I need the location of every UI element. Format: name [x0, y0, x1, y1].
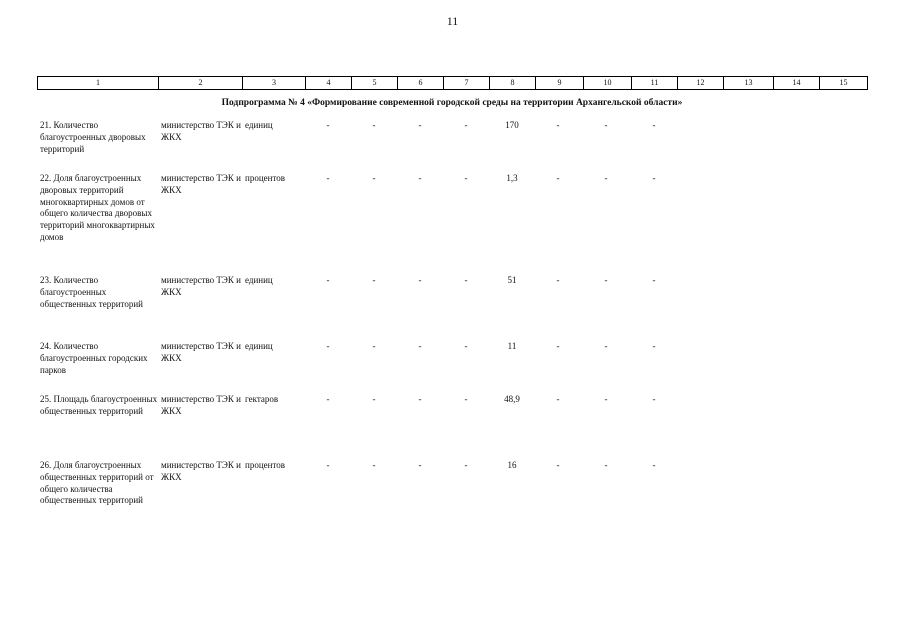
cell-col-5: - — [372, 120, 376, 130]
header-col-6: 6 — [398, 77, 444, 90]
header-col-9: 9 — [536, 77, 584, 90]
unit-of-measure: единиц — [245, 120, 273, 130]
header-col-11: 11 — [632, 77, 678, 90]
cell-col-11: - — [652, 394, 656, 404]
cell-col-8: 170 — [505, 120, 519, 130]
cell-col-4: - — [326, 120, 330, 130]
cell-col-6: - — [418, 275, 422, 285]
indicator-name: 24. Количество благоустроенных городских парков — [40, 341, 148, 375]
indicator-name: 21. Количество благоустроенных дворовых территорий — [40, 120, 146, 154]
header-col-7: 7 — [444, 77, 490, 90]
unit-of-measure: процентов — [245, 173, 286, 183]
cell-col-6: - — [418, 460, 422, 470]
cell-col-7: - — [464, 275, 468, 285]
cell-col-8: 1,3 — [506, 173, 518, 183]
cell-col-9: - — [556, 394, 560, 404]
cell-col-11: - — [652, 120, 656, 130]
responsible-ministry: министерство ТЭК и ЖКХ — [161, 173, 241, 195]
cell-col-5: - — [372, 173, 376, 183]
cell-col-4: - — [326, 173, 330, 183]
cell-col-9: - — [556, 173, 560, 183]
responsible-ministry: министерство ТЭК и ЖКХ — [161, 394, 241, 416]
unit-of-measure: гектаров — [245, 394, 279, 404]
responsible-ministry: министерство ТЭК и ЖКХ — [161, 120, 241, 142]
column-number-header — [37, 76, 868, 90]
header-col-4: 4 — [306, 77, 352, 90]
cell-col-4: - — [326, 275, 330, 285]
cell-col-11: - — [652, 173, 656, 183]
header-col-15: 15 — [820, 77, 868, 90]
cell-col-6: - — [418, 173, 422, 183]
header-col-8: 8 — [490, 77, 536, 90]
cell-col-5: - — [372, 275, 376, 285]
cell-col-8: 16 — [507, 460, 517, 470]
cell-col-10: - — [604, 460, 608, 470]
cell-col-6: - — [418, 341, 422, 351]
cell-col-4: - — [326, 394, 330, 404]
unit-of-measure: процентов — [245, 460, 286, 470]
indicator-name: 25. Площадь благоустроенных общественных территорий — [40, 394, 158, 416]
cell-col-6: - — [418, 394, 422, 404]
unit-of-measure: единиц — [245, 341, 273, 351]
cell-col-7: - — [464, 394, 468, 404]
cell-col-8: 48,9 — [504, 394, 520, 404]
cell-col-10: - — [604, 341, 608, 351]
header-col-12: 12 — [678, 77, 724, 90]
cell-col-7: - — [464, 120, 468, 130]
indicator-name: 23. Количество благоустроенных общественных территорий — [40, 275, 143, 309]
cell-col-9: - — [556, 275, 560, 285]
header-col-1: 1 — [38, 77, 159, 90]
cell-col-11: - — [652, 460, 656, 470]
cell-col-9: - — [556, 341, 560, 351]
cell-col-9: - — [556, 460, 560, 470]
cell-col-4: - — [326, 341, 330, 351]
cell-col-11: - — [652, 275, 656, 285]
cell-col-5: - — [372, 460, 376, 470]
responsible-ministry: министерство ТЭК и ЖКХ — [161, 275, 241, 297]
header-col-5: 5 — [352, 77, 398, 90]
indicator-name: 22. Доля благоустроенных дворовых территорий многоквартирных домов от общего количества дворовых территорий многоквартирных домов — [40, 173, 155, 242]
indicator-name: 26. Доля благоустроенных общественных территорий от общего количества общественных территорий — [40, 460, 154, 506]
header-col-3: 3 — [243, 77, 306, 90]
responsible-ministry: министерство ТЭК и ЖКХ — [161, 341, 241, 363]
cell-col-7: - — [464, 173, 468, 183]
header-col-14: 14 — [774, 77, 820, 90]
cell-col-10: - — [604, 120, 608, 130]
page-number: 11 — [446, 14, 459, 28]
responsible-ministry: министерство ТЭК и ЖКХ — [161, 460, 241, 482]
cell-col-4: - — [326, 460, 330, 470]
header-col-13: 13 — [724, 77, 774, 90]
cell-col-8: 11 — [507, 341, 517, 351]
cell-col-10: - — [604, 173, 608, 183]
subprogram-title: Подпрограмма № 4 «Формирование современной городской среды на территории Архангельской области» — [221, 98, 683, 108]
cell-col-10: - — [604, 275, 608, 285]
cell-col-9: - — [556, 120, 560, 130]
cell-col-7: - — [464, 341, 468, 351]
cell-col-5: - — [372, 341, 376, 351]
header-col-10: 10 — [584, 77, 632, 90]
cell-col-6: - — [418, 120, 422, 130]
cell-col-5: - — [372, 394, 376, 404]
header-col-2: 2 — [159, 77, 243, 90]
cell-col-11: - — [652, 341, 656, 351]
cell-col-10: - — [604, 394, 608, 404]
cell-col-8: 51 — [507, 275, 517, 285]
cell-col-7: - — [464, 460, 468, 470]
unit-of-measure: единиц — [245, 275, 273, 285]
